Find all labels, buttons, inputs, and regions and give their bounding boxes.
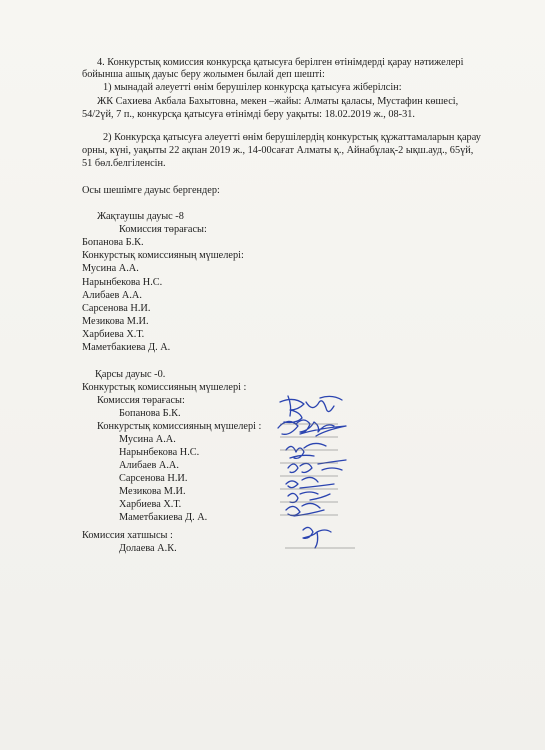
paragraph-4-line-2: бойынша ашық дауыс беру жолымен былай деп шешті: bbox=[82, 69, 325, 80]
votes-for: Жақтаушы дауыс -8 bbox=[97, 211, 184, 222]
item-2-line-3: 51 бөл.белгіленсін. bbox=[82, 158, 166, 169]
vote-members-title: Конкурстық комиссияның мүшелері: bbox=[82, 250, 244, 261]
signatures-heading: Конкурстық комиссияның мүшелері : bbox=[82, 382, 247, 393]
vote-member: Алибаев А.А. bbox=[82, 290, 142, 301]
vote-member: Мезикова М.И. bbox=[82, 316, 149, 327]
item-2-line-1: 2) Конкурсқа қатысуға әлеуетті өнім берушілердің конкурстық құжаттамаларын қарау bbox=[103, 132, 481, 143]
votes-against: Қарсы дауыс -0. bbox=[95, 369, 166, 380]
signatures-member: Мусина А.А. bbox=[119, 434, 176, 445]
item-1-line-2: 54/2үй, 7 п., конкурсқа қатысуға өтінімді беру уақыты: 18.02.2019 ж., 08-31. bbox=[82, 109, 415, 120]
item-1-title: 1) мынадай әлеуетті өнім берушілер конкурсқа қатысуға жіберілсін: bbox=[103, 82, 402, 93]
vote-member: Маметбакиева Д. А. bbox=[82, 342, 171, 353]
vote-member: Нарынбекова Н.С. bbox=[82, 277, 163, 288]
secretary-name: Долаева А.К. bbox=[119, 543, 177, 554]
vote-heading: Осы шешімге дауыс бергендер: bbox=[82, 185, 220, 196]
signature-secretary bbox=[285, 524, 365, 554]
vote-chair-name: Бопанова Б.К. bbox=[82, 237, 144, 248]
vote-member: Сарсенова Н.И. bbox=[82, 303, 151, 314]
vote-chair-title: Комиссия төрағасы: bbox=[119, 224, 207, 235]
signatures-chair-name: Бопанова Б.К. bbox=[119, 408, 181, 419]
signature-lines bbox=[280, 420, 340, 520]
item-1-line-1: ЖК Сахиева Акбала Бахытовна, мекен –жайы: Алматы қаласы, Мустафин көшесі, bbox=[97, 96, 459, 107]
signatures-members-title: Конкурстық комиссияның мүшелері : bbox=[97, 421, 262, 432]
vote-member: Харбиева Х.Т. bbox=[82, 329, 145, 340]
signatures-member: Маметбакиева Д. А. bbox=[119, 512, 208, 523]
signatures-chair-title: Комиссия төрағасы: bbox=[97, 395, 185, 406]
signatures-member: Харбиева Х.Т. bbox=[119, 499, 182, 510]
signatures-member: Мезикова М.И. bbox=[119, 486, 186, 497]
signatures-member: Нарынбекова Н.С. bbox=[119, 447, 200, 458]
secretary-title: Комиссия хатшысы : bbox=[82, 530, 173, 541]
paragraph-4-line-1: 4. Конкурстық комиссия конкурсқа қатысуға берілген өтінімдерді қарау нәтижелері bbox=[97, 57, 464, 68]
item-2-line-2: орны, күні, уақыты 22 ақпан 2019 ж., 14-00сағат Алматы қ., Айнабұлақ-2 ықш.ауд., 65үй, bbox=[82, 145, 474, 156]
signatures-member: Алибаев А.А. bbox=[119, 460, 179, 471]
vote-member: Мусина А.А. bbox=[82, 263, 139, 274]
signatures-member: Сарсенова Н.И. bbox=[119, 473, 188, 484]
